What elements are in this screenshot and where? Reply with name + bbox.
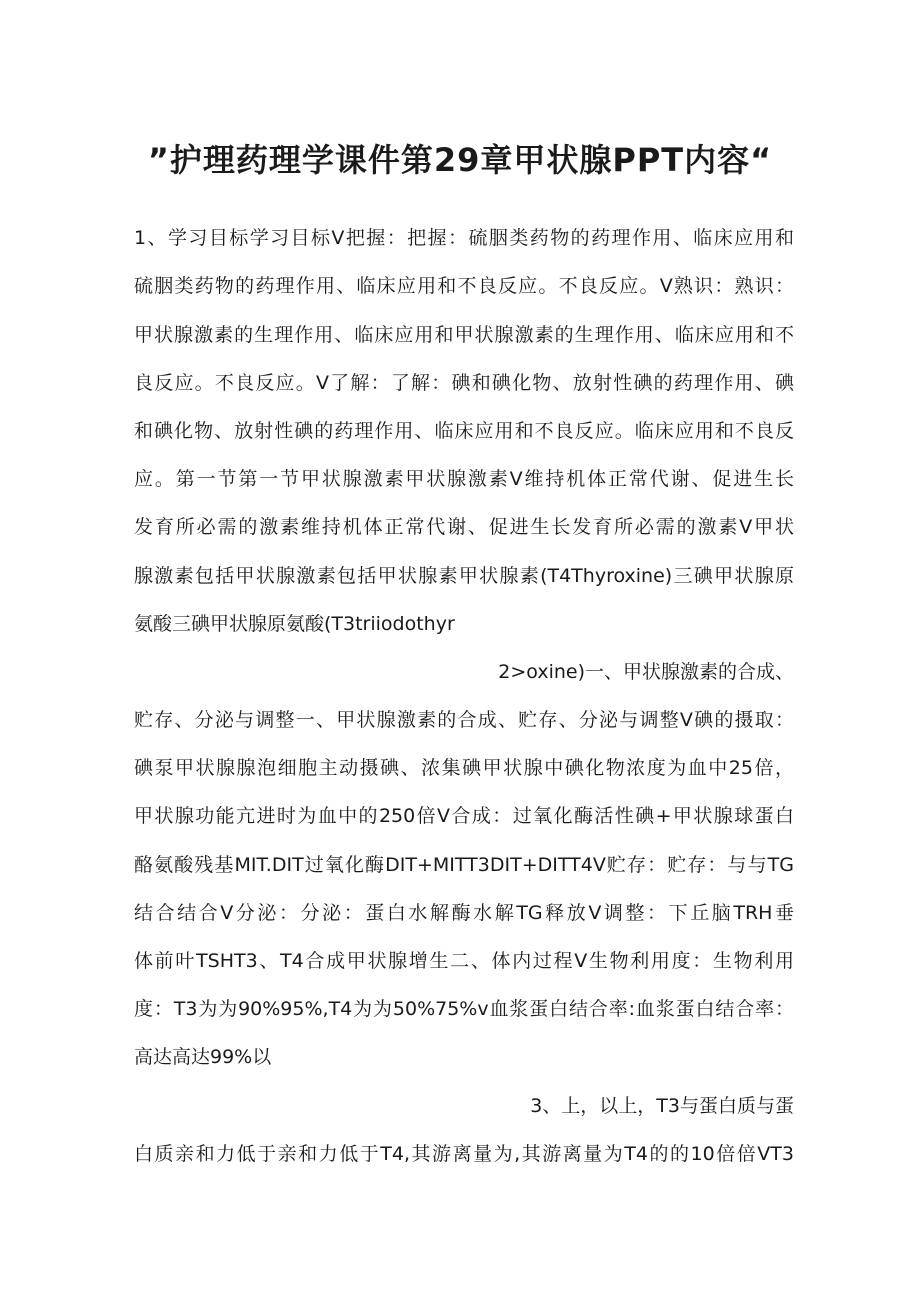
- paragraph-line: 1、学习目标学习目标V把握：把握：硫胭类药物的药理作用、临床应用和: [134, 227, 794, 249]
- paragraph-line: 氨酸三碘甲状腺原氨酸(T3triiodothyr: [134, 613, 455, 635]
- paragraph-line: 高达高达99%以: [134, 1046, 272, 1068]
- paragraph-line: 腺激素包括甲状腺激素包括甲状腺素甲状腺素(T4Thyroxine)三碘甲状腺原: [134, 565, 794, 587]
- paragraph-line: 贮存、分泌与调整一、甲状腺激素的合成、贮存、分泌与调整V碘的摄取：: [134, 709, 794, 731]
- paragraph-line: 酪氨酸残基MIT.DIT过氧化酶DIT+MITT3DIT+DITT4V贮存：贮存：与与TG: [134, 854, 794, 876]
- document-title: ”护理药理学课件第29章甲状腺PPT内容“: [147, 141, 773, 179]
- paragraph-line: 硫胭类药物的药理作用、临床应用和不良反应。不良反应。V熟识：熟识：: [134, 275, 794, 297]
- paragraph-line: 应。第一节第一节甲状腺激素甲状腺激素V维持机体正常代谢、促进生长: [134, 468, 794, 490]
- paragraph-line: 甲状腺功能亢进时为血中的250倍V合成：过氧化酶活性碘+甲状腺球蛋白: [134, 805, 794, 827]
- paragraph-line: 碘泵甲状腺腺泡细胞主动摄碘、浓集碘甲状腺中碘化物浓度为血中25倍，: [134, 757, 794, 779]
- paragraph-line: 3、上，以上，T3与蛋白质与蛋: [530, 1095, 794, 1117]
- paragraph-line: 良反应。不良反应。V了解：了解：碘和碘化物、放射性碘的药理作用、碘: [134, 372, 794, 394]
- paragraph-line: 发育所必需的激素维持机体正常代谢、促进生长发育所必需的激素V甲状: [134, 516, 794, 538]
- paragraph-line: 度：T3为为90%95%,T4为为50%75%v血浆蛋白结合率:血浆蛋白结合率：: [134, 998, 794, 1020]
- paragraph-line: 2>oxine)一、甲状腺激素的合成、: [498, 661, 794, 683]
- paragraph-line: 甲状腺激素的生理作用、临床应用和甲状腺激素的生理作用、临床应用和不: [134, 324, 794, 346]
- paragraph-line: 结合结合V分泌：分泌：蛋白水解酶水解TG释放V调整：下丘脑TRH垂: [134, 902, 794, 924]
- paragraph-line: 体前叶TSHT3、T4合成甲状腺增生二、体内过程V生物利用度：生物利用: [134, 950, 794, 972]
- paragraph-line: 和碘化物、放射性碘的药理作用、临床应用和不良反应。临床应用和不良反: [134, 420, 794, 442]
- paragraph-line: 白质亲和力低于亲和力低于T4,其游离量为,其游离量为T4的的10倍倍VT3: [134, 1143, 794, 1165]
